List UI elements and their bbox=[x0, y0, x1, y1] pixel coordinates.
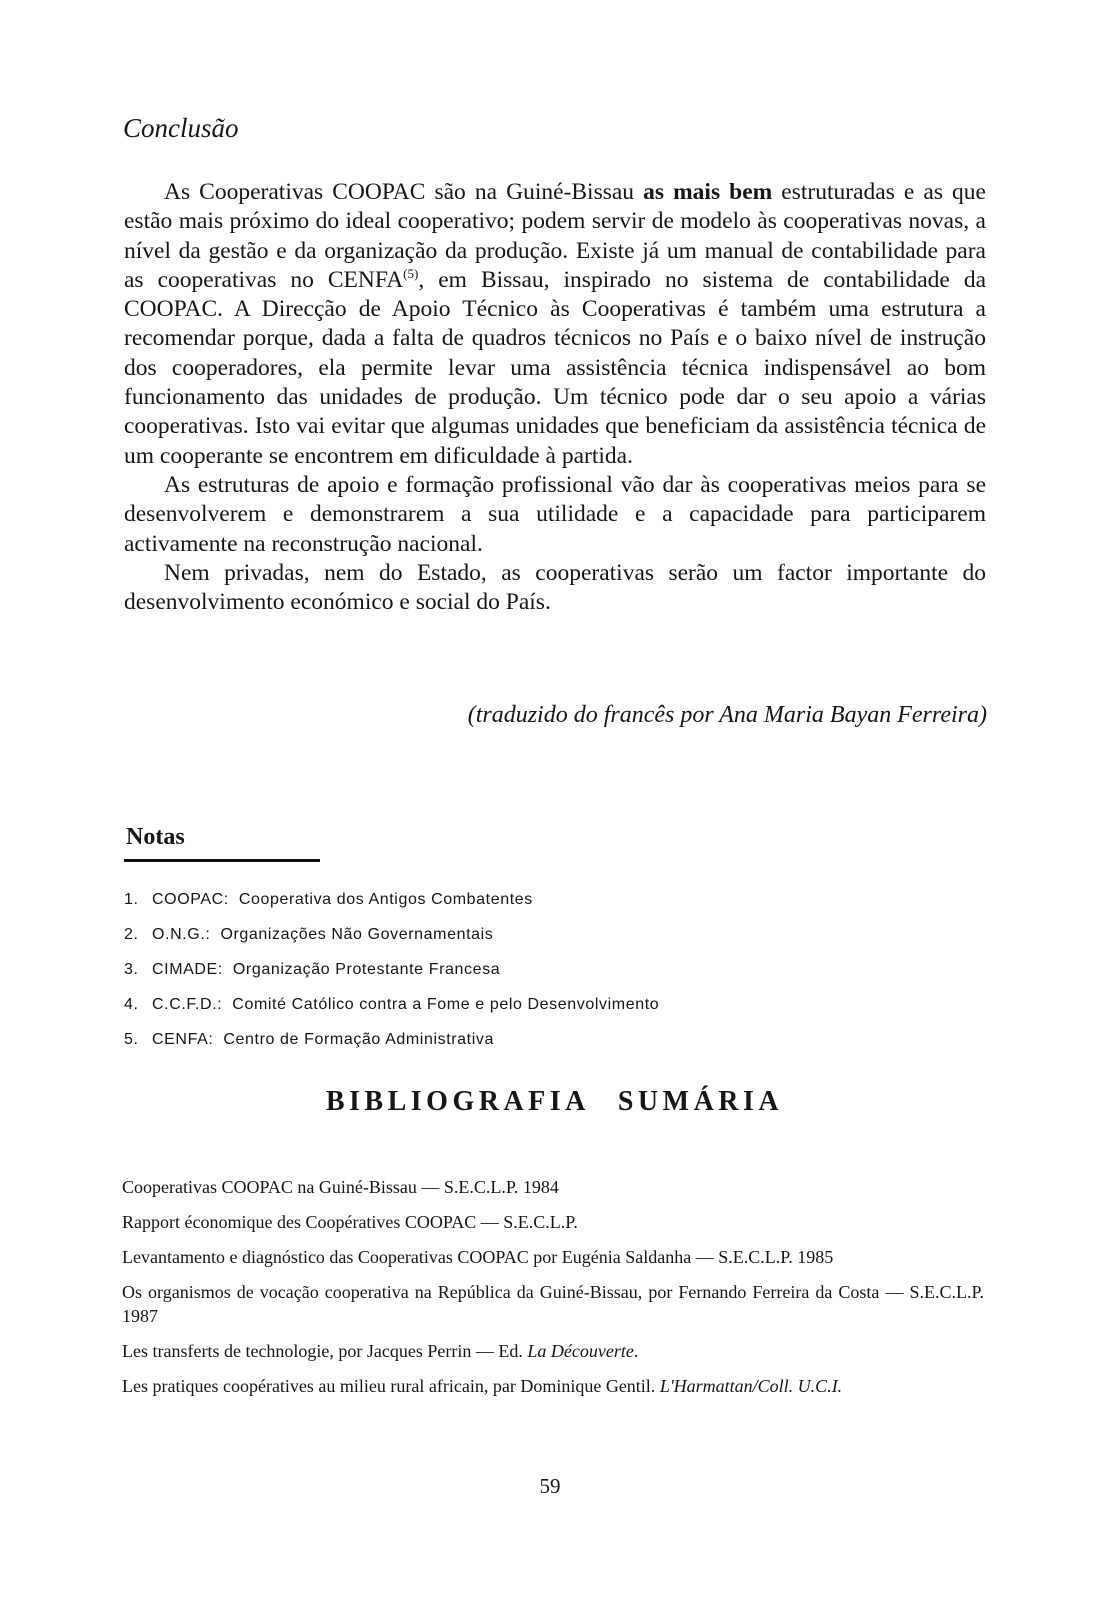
note-description: Organização Protestante Francesa bbox=[232, 961, 501, 978]
bibliography-entry-suffix: . bbox=[633, 1341, 639, 1361]
paragraph-2: As estruturas de apoio e formação profissional vão dar às cooperativas meios para se desenvolverem e demonstrarem a sua utilidade e a capacidade para participarem activamente na reconstrução nacional. bbox=[124, 471, 986, 557]
notes-list bbox=[124, 886, 884, 1061]
note-item bbox=[124, 921, 884, 956]
paragraph-3: Nem privadas, nem do Estado, as cooperativas serão um factor importante do desenvolvimento económico e social do País. bbox=[124, 559, 986, 616]
bibliography-entry bbox=[122, 1339, 984, 1363]
bibliography-entry-text: Les transferts de technologie, por Jacques Perrin — Ed. bbox=[122, 1341, 528, 1361]
paragraph-1-start: As Cooperativas COOPAC são na Guiné-Bissau bbox=[164, 179, 644, 205]
note-description: Organizações Não Governamentais bbox=[220, 926, 494, 943]
note-description: Comité Católico contra a Fome e pelo Desenvolvimento bbox=[232, 996, 660, 1013]
bibliography-publisher: La Découverte bbox=[527, 1341, 634, 1361]
note-abbreviation: CENFA: bbox=[152, 1031, 214, 1048]
bibliography-entry bbox=[122, 1374, 984, 1398]
bibliography-entry-text: Rapport économique des Coopératives COOPAC — S.E.C.L.P. bbox=[122, 1212, 578, 1232]
note-item bbox=[124, 991, 884, 1026]
paragraph-1-mid: estruturadas e as que estão mais próximo do ideal cooperativo; podem servir de modelo às cooperativas novas, a nível da gestão e da organização da produção. Existe já um manual de contabilidade para as cooperativas no CENFA bbox=[124, 179, 986, 293]
bibliography-entry-text: Les pratiques coopératives au milieu rural africain, par Dominique Gentil. bbox=[122, 1376, 660, 1396]
paragraph-1-bold: as mais bem bbox=[643, 179, 773, 205]
note-description: Cooperativa dos Antigos Combatentes bbox=[238, 891, 533, 908]
note-item bbox=[124, 886, 884, 921]
bibliography-list bbox=[122, 1175, 984, 1409]
bibliography-entry bbox=[122, 1210, 984, 1234]
note-number: 1. bbox=[124, 891, 139, 908]
note-item bbox=[124, 1026, 884, 1061]
page-number: 59 bbox=[539, 1474, 561, 1498]
footnote-ref-5: (5) bbox=[403, 265, 419, 281]
notes-underline bbox=[124, 859, 320, 862]
bibliography-entry bbox=[122, 1245, 984, 1269]
conclusion-body bbox=[124, 178, 986, 617]
section-title: Conclusão bbox=[123, 113, 239, 143]
note-abbreviation: COOPAC: bbox=[152, 891, 229, 908]
bibliography-publisher: L'Harmattan/Coll. U.C.I. bbox=[659, 1376, 843, 1396]
paragraph-1-end: , em Bissau, inspirado no sistema de contabilidade da COOPAC. A Direcção de Apoio Técnico às Cooperativas é também uma estrutura a recomendar porque, dada a falta de quadros técnicos no País e o baixo nível de instrução dos cooperadores, ela permite levar uma assistência técnica indispensável ao bom funcionamento das unidades de produção. Um técnico pode dar o seu apoio a várias cooperativas. Isto vai evitar que algumas unidades que beneficiam da assistência técnica de um cooperante se encontrem em dificuldade à partida. bbox=[124, 266, 986, 469]
bibliography-heading: BIBLIOGRAFIA SUMÁRIA bbox=[325, 1086, 784, 1117]
note-number: 2. bbox=[124, 926, 139, 943]
bibliography-entry bbox=[122, 1280, 984, 1328]
note-number: 5. bbox=[124, 1031, 139, 1048]
note-item bbox=[124, 956, 884, 991]
paragraph-1 bbox=[124, 178, 986, 471]
note-abbreviation: CIMADE: bbox=[152, 961, 223, 978]
note-abbreviation: O.N.G.: bbox=[152, 926, 211, 943]
notes-heading: Notas bbox=[126, 824, 185, 850]
bibliography-entry-text: Levantamento e diagnóstico das Cooperativas COOPAC por Eugénia Saldanha — S.E.C.L.P. 1985 bbox=[122, 1247, 834, 1267]
note-description: Centro de Formação Administrativa bbox=[223, 1031, 494, 1048]
note-number: 4. bbox=[124, 996, 139, 1013]
note-abbreviation: C.C.F.D.: bbox=[152, 996, 223, 1013]
note-number: 3. bbox=[124, 961, 139, 978]
bibliography-entry bbox=[122, 1175, 984, 1199]
translation-credit: (traduzido do francês por Ana Maria Bayan Ferreira) bbox=[467, 702, 987, 728]
bibliography-entry-text: Cooperativas COOPAC na Guiné-Bissau — S.E.C.L.P. 1984 bbox=[122, 1177, 559, 1197]
bibliography-entry-text: Os organismos de vocação cooperativa na República da Guiné-Bissau, por Fernando Ferreira da Costa — S.E.C.L.P. 1987 bbox=[122, 1282, 984, 1326]
